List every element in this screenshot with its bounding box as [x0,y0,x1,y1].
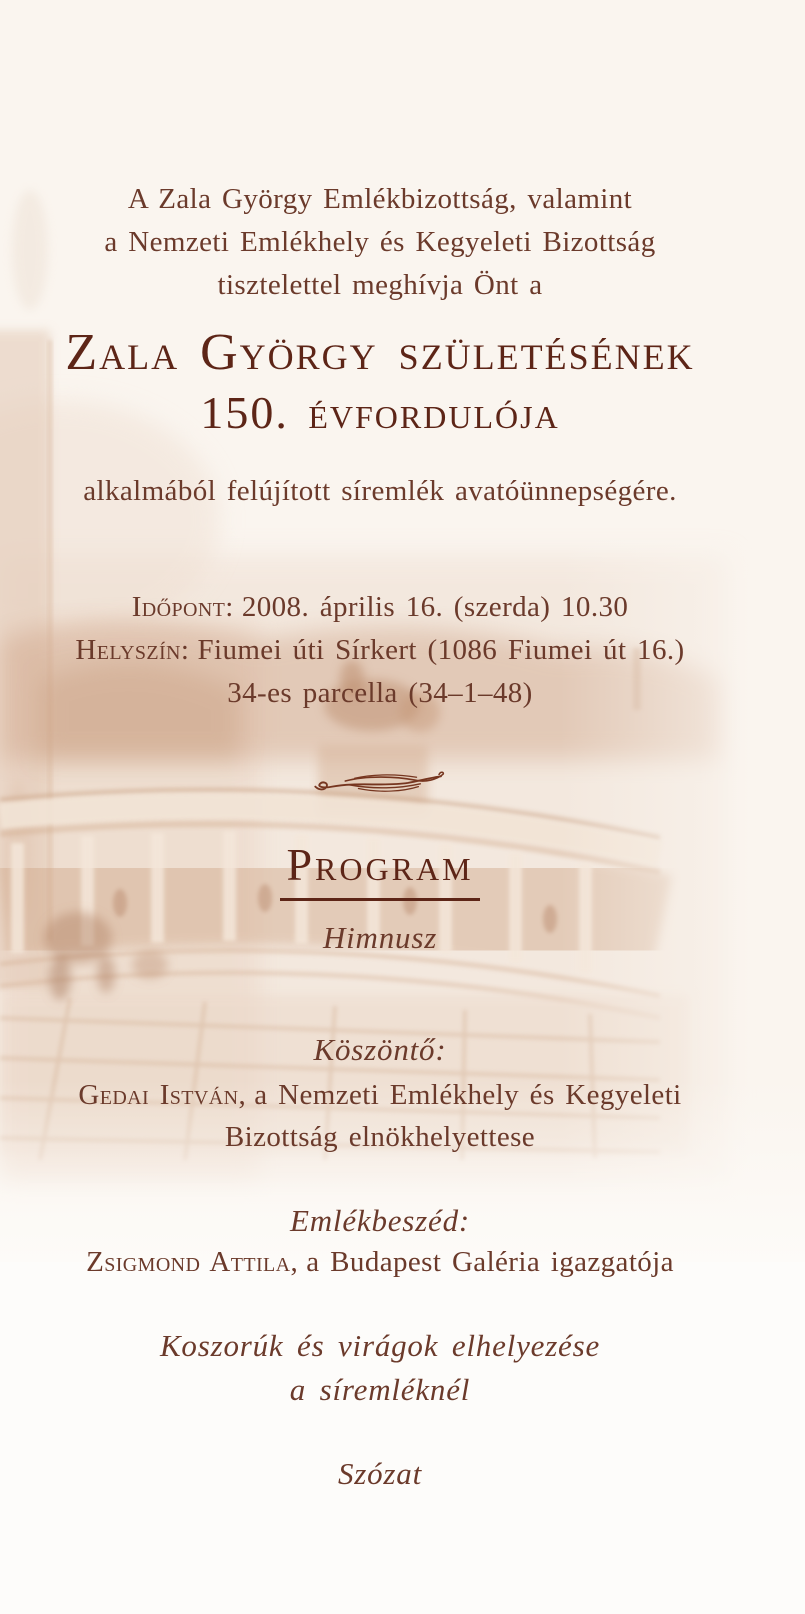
event-subtitle: alkalmából felújított síremlék avatóünnepségére. [83,475,677,507]
detail-location-extra: 34-es parcella (34–1–48) [227,677,533,709]
detail-time [0,590,760,624]
program-heading [0,838,760,901]
speech-speaker-name: Zsigmond Attila, [86,1246,299,1278]
greeting-speaker-title-line2: Bizottság elnökhelyettese [224,1121,536,1153]
location-value: Fiumei úti Sírkert (1086 Fiumei út 16.) [197,634,685,666]
program-item-closing: Szózat [337,1456,423,1491]
speech-speaker-title: a Budapest Galéria igazgatója [306,1246,674,1278]
intro-line: tisztelettel meghívja Önt a [217,269,543,301]
intro-line: a Nemzeti Emlékhely és Kegyeleti Bizottság [104,226,656,258]
speech-speaker-line [0,1245,760,1279]
calligraphic-flourish-icon [309,766,451,796]
program-item-wreaths-line1: Koszorúk és virágok elhelyezése [159,1328,601,1363]
event-title-line-1: Zala György születésének [65,324,695,381]
event-title-line-2: 150. évfordulója [200,387,560,438]
divider-ornament [0,766,760,801]
program-item-greeting-role: Köszöntő: [313,1032,447,1067]
time-value: 2008. április 16. (szerda) 10.30 [241,591,629,623]
detail-location [0,633,760,667]
program-item-wreaths-line2: a síremléknél [289,1372,471,1407]
intro-line: A Zala György Emlékbizottság, valamint [127,183,633,215]
time-label: Időpont: [131,591,234,623]
program-item-hymn: Himnusz [322,920,438,955]
greeting-speaker-name: Gedai István, [78,1079,247,1111]
greeting-speaker-title: a Nemzeti Emlékhely és Kegyeleti [254,1079,682,1111]
program-heading-text: Program [280,838,479,901]
greeting-speaker-line [0,1078,760,1112]
location-label: Helyszín: [75,634,190,666]
program-item-speech-role: Emlékbeszéd: [289,1203,471,1238]
